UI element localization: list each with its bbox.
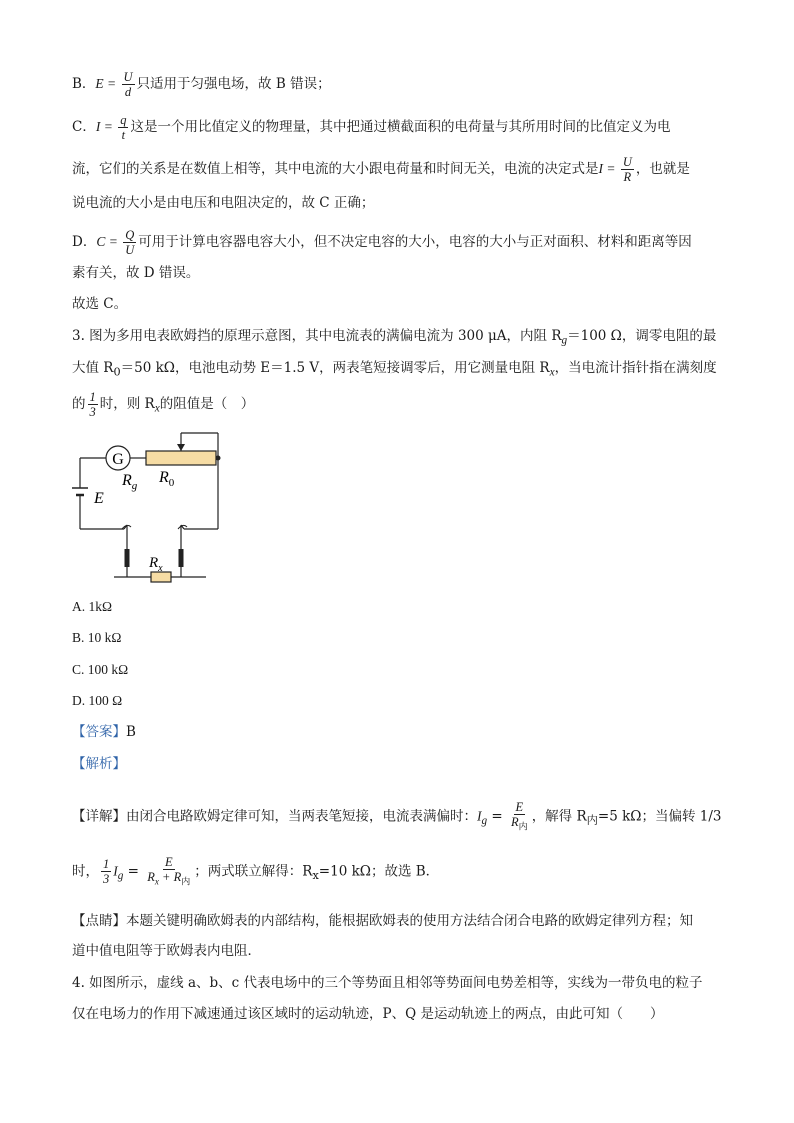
option-c-text-2: 流，它们的关系是在数值上相等，其中电流的大小跟电荷量和时间无关，电流的决定式是 bbox=[72, 161, 599, 177]
subscript: x bbox=[154, 402, 160, 415]
detail2-tail-2: =10 kΩ；故选 B． bbox=[318, 863, 440, 880]
answer-tag: 【答案】 bbox=[72, 724, 126, 740]
fraction-num: E bbox=[515, 800, 524, 814]
junction-dot bbox=[216, 456, 221, 461]
rx-main: R bbox=[149, 555, 159, 571]
r0-main: R bbox=[159, 469, 169, 486]
option-c bbox=[72, 660, 128, 680]
option-d-text: D. 100 Ω bbox=[72, 693, 123, 708]
answer-line bbox=[72, 722, 136, 742]
option-a bbox=[72, 597, 112, 617]
fraction-num: Q bbox=[125, 228, 135, 242]
detail-line-2 bbox=[72, 855, 439, 889]
option-d-text: 可用于计算电容器电容大小，但不决定电容的大小，电容的大小与正对面积、材料和距离等因 bbox=[138, 234, 692, 250]
line-c3 bbox=[72, 193, 374, 213]
point-line-1 bbox=[72, 911, 693, 931]
subscript: x bbox=[312, 868, 319, 882]
option-d-label: D． bbox=[72, 234, 97, 250]
fraction-u-over-r bbox=[621, 155, 634, 184]
fraction-den: 3 bbox=[89, 405, 96, 419]
answer-value: B bbox=[126, 724, 136, 740]
point-tag: 【点睛】 bbox=[72, 913, 126, 929]
fraction-q-over-t bbox=[118, 113, 128, 142]
equals-sign: = bbox=[487, 808, 508, 825]
subscript: 0 bbox=[113, 365, 121, 379]
detail-tail: ，解得 R bbox=[531, 808, 587, 825]
q4-text-2: 仅在电场力的作用下减速通过该区域时的运动轨迹，P、Q 是运动轨迹上的两点，由此可知（ ） bbox=[72, 1006, 664, 1022]
fraction-num: U bbox=[123, 70, 133, 84]
analysis-line bbox=[72, 754, 126, 774]
line-b bbox=[72, 70, 331, 99]
option-c-text-3: 说电流的大小是由电压和电阻决定的，故 C 正确； bbox=[72, 195, 375, 211]
option-c-tail: ，也就是 bbox=[635, 161, 690, 177]
den-r1: R bbox=[147, 870, 155, 884]
question-4-line-2 bbox=[72, 1004, 663, 1024]
q3-text-3-pre: 的 bbox=[72, 396, 86, 412]
subscript: g bbox=[561, 334, 568, 347]
point-text-2: 道中值电阻等于欧姆表内电阻． bbox=[72, 943, 261, 959]
equals-sign: = bbox=[123, 863, 144, 880]
subscript: x bbox=[154, 876, 159, 887]
choose-text: 故选 C。 bbox=[72, 296, 128, 312]
formula-e: E = bbox=[95, 76, 120, 91]
point-line-2 bbox=[72, 941, 261, 961]
rg-main: R bbox=[122, 472, 132, 489]
fraction-den bbox=[145, 870, 192, 889]
r0-sub: 0 bbox=[168, 477, 175, 489]
line-d2 bbox=[72, 263, 199, 283]
question-3-line-1 bbox=[72, 326, 716, 351]
q3-text-1-tail: ＝100 Ω，调零电阻的最 bbox=[567, 328, 717, 344]
question-4-line-1 bbox=[72, 973, 703, 993]
rx-label bbox=[148, 555, 163, 574]
formula-c: C = bbox=[96, 234, 122, 249]
slider-arrow bbox=[177, 444, 185, 451]
q3-text-2: 大值 R bbox=[72, 360, 114, 376]
den-plus-r: + R bbox=[158, 870, 182, 884]
battery-label: E bbox=[94, 490, 104, 507]
q3-text-2-mid: ＝50 kΩ，电池电动势 E＝1.5 V，两表笔短接调零后，用它测量电阻 R bbox=[120, 360, 550, 376]
detail2-pre: 时， bbox=[72, 863, 99, 880]
fraction-num: 1 bbox=[89, 390, 96, 404]
line-c2 bbox=[72, 155, 690, 184]
rx-sub: x bbox=[158, 563, 163, 574]
option-c-text: C. 100 kΩ bbox=[72, 662, 129, 677]
option-c-text: 这是一个用比值定义的物理量，其中把通过横截面积的电荷量与其所用时间的比值定义为电 bbox=[130, 119, 671, 135]
subscript: 内 bbox=[586, 813, 598, 827]
subscript: g bbox=[117, 869, 124, 882]
fraction-num: q bbox=[120, 113, 127, 127]
line-c bbox=[72, 113, 670, 142]
formula-i-2: I = bbox=[598, 161, 619, 176]
subscript: 内 bbox=[518, 821, 528, 832]
ohmmeter-circuit-diagram bbox=[72, 425, 242, 590]
left-probe bbox=[125, 549, 130, 567]
formula-ig-2: I bbox=[113, 863, 118, 879]
fraction-den bbox=[509, 815, 530, 834]
fraction-den-main: R bbox=[511, 815, 519, 829]
formula-i: I = bbox=[95, 119, 117, 134]
subscript: x bbox=[549, 366, 555, 379]
right-probe bbox=[179, 549, 184, 567]
option-b-text: B. 10 kΩ bbox=[72, 630, 122, 645]
fraction-e-over-rx-plus-r bbox=[145, 855, 192, 889]
fraction-den: U bbox=[125, 243, 135, 257]
formula-ig: I bbox=[477, 808, 482, 824]
fraction-num: U bbox=[622, 155, 632, 169]
option-d-text-2: 素有关，故 D 错误。 bbox=[72, 265, 200, 281]
analysis-tag: 【解析】 bbox=[72, 756, 126, 772]
fraction-num: E bbox=[164, 855, 173, 869]
option-a-text: A. 1kΩ bbox=[72, 599, 113, 614]
r0-resistor bbox=[146, 451, 216, 465]
fraction-den: R bbox=[623, 170, 632, 184]
q3-text-3-mid: 时，则 R bbox=[99, 396, 155, 412]
fraction-one-third bbox=[88, 390, 98, 419]
fraction-q-over-u bbox=[123, 228, 136, 257]
line-d bbox=[72, 228, 692, 257]
question-3-line-3 bbox=[72, 390, 254, 419]
detail-tag: 【详解】 bbox=[72, 808, 126, 825]
fraction-den: t bbox=[121, 128, 126, 142]
fraction-e-over-r bbox=[509, 800, 530, 834]
galvanometer-label: G bbox=[112, 451, 124, 468]
point-text: 本题关键明确欧姆表的内部结构，能根据欧姆表的使用方法结合闭合电路的欧姆定律列方程；知 bbox=[126, 913, 693, 929]
detail-line-1 bbox=[72, 800, 722, 834]
fraction-den: d bbox=[124, 85, 132, 99]
detail-tail-2: =5 kΩ；当偏转 1/3 bbox=[597, 808, 722, 825]
subscript: 内 bbox=[181, 876, 191, 887]
r0-label bbox=[158, 469, 175, 489]
option-b-label: B． bbox=[72, 76, 96, 92]
question-3-line-2 bbox=[72, 358, 717, 383]
fraction-u-over-d bbox=[122, 70, 135, 99]
detail-text: 由闭合电路欧姆定律可知，当两表笔短接，电流表满偏时： bbox=[126, 808, 477, 825]
detail2-tail: ；两式联立解得：R bbox=[194, 863, 313, 880]
q3-text-1: 3. 图为多用电表欧姆挡的原理示意图，其中电流表的满偏电流为 300 μA，内阻 R bbox=[72, 328, 562, 344]
option-b-text: 只适用于匀强电场，故 B 错误； bbox=[136, 76, 331, 92]
q4-text-1: 4. 如图所示，虚线 a、b、c 代表电场中的三个等势面且相邻等势面间电势差相等，实线为一带负电的粒子 bbox=[72, 975, 703, 991]
option-c-label: C． bbox=[72, 119, 96, 135]
rg-label bbox=[121, 472, 138, 492]
option-b bbox=[72, 628, 121, 648]
q3-text-3-tail: 的阻值是（ ） bbox=[159, 396, 255, 412]
fraction-num: 1 bbox=[103, 857, 110, 872]
subscript: g bbox=[481, 814, 488, 827]
fraction-den: 3 bbox=[103, 872, 110, 887]
fraction-one-third-2 bbox=[101, 857, 111, 886]
option-d bbox=[72, 691, 122, 711]
line-choose bbox=[72, 294, 127, 314]
q3-text-2-tail: ，当电流计指针指在满刻度 bbox=[554, 360, 717, 376]
rg-sub: g bbox=[131, 480, 138, 492]
